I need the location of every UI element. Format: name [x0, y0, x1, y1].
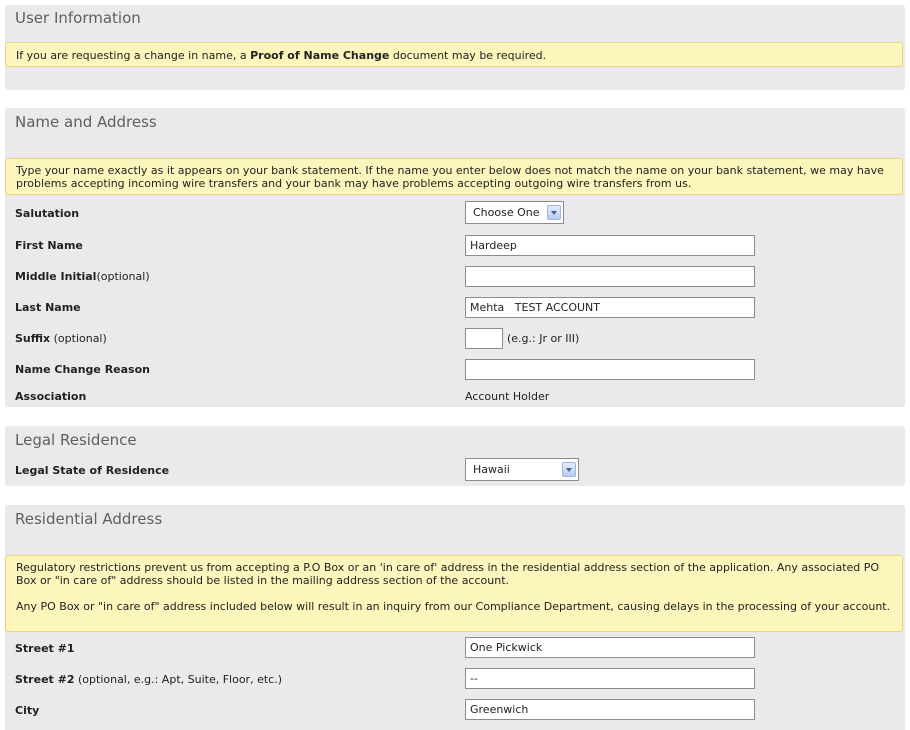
association-value: Account Holder: [465, 390, 550, 403]
user-information-section: [5, 5, 905, 90]
middle-initial-label: [15, 270, 150, 283]
salutation-label: Salutation: [15, 207, 80, 220]
proof-of-name-change-notice: [5, 42, 903, 67]
legal-residence-section: [5, 426, 905, 486]
first-name-input[interactable]: [465, 235, 755, 256]
street-1-input[interactable]: [465, 637, 755, 658]
section-title-residential-address: Residential Address: [15, 510, 163, 528]
notice-text-suffix: document may be required.: [389, 49, 547, 62]
notice-text-bold: Proof of Name Change: [250, 49, 390, 62]
notice-text-prefix: If you are requesting a change in name, a: [16, 49, 251, 62]
association-label: Association: [15, 390, 87, 403]
section-title-user-information: User Information: [15, 9, 141, 27]
salutation-selected-value: Choose One: [473, 206, 540, 219]
section-title-legal-residence: Legal Residence: [15, 431, 137, 449]
suffix-label-text: Suffix: [15, 332, 51, 345]
name-change-reason-label: Name Change Reason: [15, 363, 150, 376]
middle-initial-optional-text: (optional): [96, 270, 150, 283]
name-and-address-section: [5, 108, 905, 407]
section-title-name-and-address: Name and Address: [15, 113, 157, 131]
street-2-input[interactable]: [465, 668, 755, 689]
street-2-optional-text: (optional, e.g.: Apt, Suite, Floor, etc.): [74, 673, 282, 686]
legal-state-label: Legal State of Residence: [15, 464, 170, 477]
street-1-label: Street #1: [15, 642, 75, 655]
name-change-reason-input[interactable]: [465, 359, 755, 380]
salutation-select[interactable]: [465, 201, 564, 224]
street-2-label-text: Street #2: [15, 673, 75, 686]
legal-state-selected-value: Hawaii: [473, 463, 510, 476]
last-name-input[interactable]: [465, 297, 755, 318]
chevron-down-icon[interactable]: [562, 462, 576, 477]
suffix-example-hint: (e.g.: Jr or III): [507, 332, 580, 345]
middle-initial-input[interactable]: [465, 266, 755, 287]
last-name-label: Last Name: [15, 301, 81, 314]
city-input[interactable]: [465, 699, 755, 720]
po-box-notice-paragraph-1: Regulatory restrictions prevent us from accepting a P.O Box or an 'in care of' address in the residential address section of the application. Any associated PO Box or "in care of" address should be listed in the mailing address section of the account.: [16, 561, 880, 587]
chevron-down-icon[interactable]: [547, 205, 561, 220]
suffix-input[interactable]: [465, 328, 503, 349]
street-2-label: [15, 673, 282, 686]
legal-state-select[interactable]: [465, 458, 579, 481]
suffix-label: [15, 332, 107, 345]
residential-address-section: [5, 505, 905, 730]
bank-statement-name-notice: Type your name exactly as it appears on your bank statement. If the name you enter below does not match the name on your bank statement, we may have problems accepting incoming wire transfers and your bank may have problems accepting outgoing wire transfers from us.: [5, 158, 903, 195]
first-name-label: First Name: [15, 239, 83, 252]
suffix-optional-text: (optional): [50, 332, 107, 345]
po-box-restriction-notice: [5, 555, 903, 632]
middle-initial-label-text: Middle Initial: [15, 270, 97, 283]
po-box-notice-paragraph-2: Any PO Box or "in care of" address included below will result in an inquiry from our Compliance Department, causing delays in the processing of your account.: [16, 600, 891, 613]
city-label: City: [15, 704, 40, 717]
